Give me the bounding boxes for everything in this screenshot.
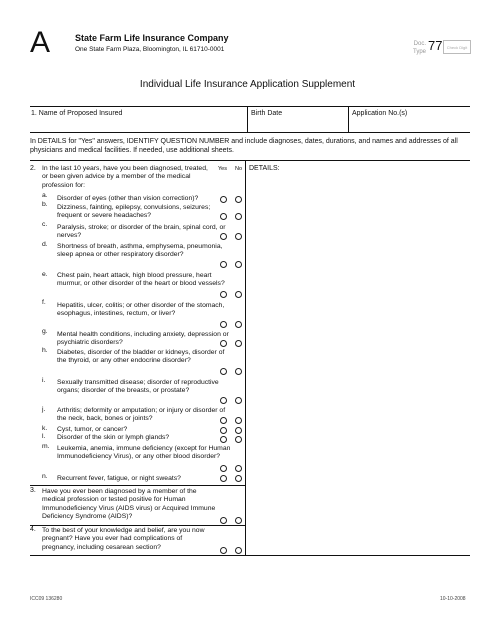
item-letter: j. <box>42 406 46 413</box>
details-label: DETAILS: <box>249 165 280 172</box>
question-3-text: Have you ever been diagnosed by a member of the medical profession or tested positive for Human Immunodeficiency Virus (AIDS virus) or Acquired Immune Deficiency Syndrome (AIDS)? <box>42 488 216 520</box>
no-column-header: No <box>235 166 243 172</box>
company-name: State Farm Life Insurance Company <box>75 33 229 43</box>
no-radio-2c[interactable] <box>235 233 242 240</box>
item-text: Mental health conditions, including anxiety, depression or psychiatric disorders? <box>57 331 229 347</box>
question-4-number: 4. <box>30 526 36 533</box>
item-text: Arthritis; deformity or amputation; or injury or disorder of the neck, back, bones or joints? <box>57 407 226 423</box>
item-letter: m. <box>42 443 50 450</box>
form-date: 10-10-2008 <box>440 596 466 602</box>
no-radio-2e[interactable] <box>235 291 242 298</box>
item-text: Leukemia, anemia, immune deficiency (except for Human Immunodeficiency Virus), or any other blood disorder? <box>57 445 231 461</box>
item-text: Disorder of the skin or lymph glands? <box>57 434 170 441</box>
item-text: Shortness of breath, asthma, emphysema, pneumonia, sleep apnea or other respiratory disorder? <box>57 243 223 259</box>
divider <box>247 107 248 132</box>
yes-radio-2d[interactable] <box>220 261 227 268</box>
yes-radio-2j[interactable] <box>220 417 227 424</box>
no-radio-2g[interactable] <box>235 340 242 347</box>
no-radio-3[interactable] <box>235 517 242 524</box>
yes-radio-2l[interactable] <box>220 436 227 443</box>
no-radio-2a[interactable] <box>235 196 242 203</box>
item-text: Hepatitis, ulcer, colitis; or other disorder of the stomach, esophagus, intestines, rectum, or liver? <box>57 302 225 318</box>
item-letter: e. <box>42 271 48 278</box>
no-radio-2n[interactable] <box>235 475 242 482</box>
yes-radio-2g[interactable] <box>220 340 227 347</box>
yes-radio-2n[interactable] <box>220 475 227 482</box>
check-digit-box[interactable]: Check Digit <box>443 40 471 54</box>
item-text: Chest pain, heart attack, high blood pressure, heart murmur, or other disorder of the heart or blood vessels? <box>57 272 225 288</box>
no-radio-4[interactable] <box>235 547 242 554</box>
birth-date-field-label[interactable]: Birth Date <box>251 110 283 117</box>
no-radio-2l[interactable] <box>235 436 242 443</box>
divider <box>348 107 349 132</box>
yes-radio-2m[interactable] <box>220 465 227 472</box>
item-letter: a. <box>42 192 48 199</box>
item-letter: n. <box>42 473 48 480</box>
no-radio-2i[interactable] <box>235 397 242 404</box>
item-letter: h. <box>42 347 48 354</box>
item-text: Dizziness, fainting, epilepsy, convulsions, seizures; frequent or severe headaches? <box>57 204 211 220</box>
item-letter: i. <box>42 377 46 384</box>
yes-radio-3[interactable] <box>220 517 227 524</box>
no-radio-2d[interactable] <box>235 261 242 268</box>
form-code: ICC09 136280 <box>30 596 63 602</box>
doc-type-number: 77 <box>428 38 443 53</box>
page-title: Individual Life Insurance Application Supplement <box>139 79 356 90</box>
questions-section <box>30 160 470 556</box>
yes-radio-2a[interactable] <box>220 196 227 203</box>
question-4-text: To the best of your knowledge and belief, are you now pregnant? Have you ever had complications of pregnancy, including cesarean section? <box>42 527 205 551</box>
question-divider <box>30 525 245 526</box>
question-3-number: 3. <box>30 487 36 494</box>
item-text: Disorder of eyes (other than vision correction)? <box>57 195 199 202</box>
question-2-text: In the last 10 years, have you been diagnosed, treated, or been given advice by a member of the medical profession for: <box>42 165 208 189</box>
yes-radio-2i[interactable] <box>220 397 227 404</box>
item-letter: k. <box>42 425 48 432</box>
no-radio-2f[interactable] <box>235 321 242 328</box>
yes-radio-2e[interactable] <box>220 291 227 298</box>
doc-type-label-line2: Type <box>412 49 426 55</box>
item-letter: g. <box>42 328 48 335</box>
item-letter: b. <box>42 201 48 208</box>
no-radio-2k[interactable] <box>235 427 242 434</box>
question-divider <box>30 485 245 486</box>
form-letter: A <box>30 26 51 59</box>
doc-type-label-line1: Doc. <box>413 41 426 47</box>
yes-radio-2f[interactable] <box>220 321 227 328</box>
item-letter: f. <box>42 299 46 306</box>
no-radio-2m[interactable] <box>235 465 242 472</box>
insured-info-row <box>30 106 470 133</box>
instructions-text: In DETAILS for "Yes" answers, IDENTIFY QUESTION NUMBER and include diagnoses, dates, durations, and names and addresses of all physicians and medical facilities. If needed, use additional sheets. <box>30 138 458 154</box>
yes-radio-2c[interactable] <box>220 233 227 240</box>
yes-radio-2k[interactable] <box>220 427 227 434</box>
question-2-number: 2. <box>30 165 36 172</box>
company-address: One State Farm Plaza, Bloomington, IL 61710-0001 <box>75 46 225 53</box>
doc-type-label <box>410 40 426 56</box>
item-letter: c. <box>42 221 48 228</box>
item-text: Paralysis, stroke; or disorder of the brain, spinal cord, or nerves? <box>57 224 226 240</box>
yes-radio-4[interactable] <box>220 547 227 554</box>
details-column-divider <box>245 161 246 555</box>
no-radio-2h[interactable] <box>235 368 242 375</box>
item-text: Diabetes, disorder of the bladder or kidneys, disorder of the thyroid, or any other endocrine disorder? <box>57 349 225 365</box>
no-radio-2j[interactable] <box>235 417 242 424</box>
no-radio-2b[interactable] <box>235 213 242 220</box>
item-letter: d. <box>42 241 48 248</box>
item-letter: l. <box>42 433 46 440</box>
name-field-label[interactable]: 1. Name of Proposed Insured <box>31 110 123 117</box>
item-text: Cyst, tumor, or cancer? <box>57 426 128 433</box>
yes-radio-2b[interactable] <box>220 213 227 220</box>
application-no-field-label[interactable]: Application No.(s) <box>352 110 408 117</box>
item-text: Sexually transmitted disease; disorder of reproductive organs; disorder of the breasts, or prostate? <box>57 379 219 395</box>
item-text: Recurrent fever, fatigue, or night sweats? <box>57 475 181 482</box>
yes-column-header: Yes <box>218 166 227 172</box>
yes-radio-2h[interactable] <box>220 368 227 375</box>
